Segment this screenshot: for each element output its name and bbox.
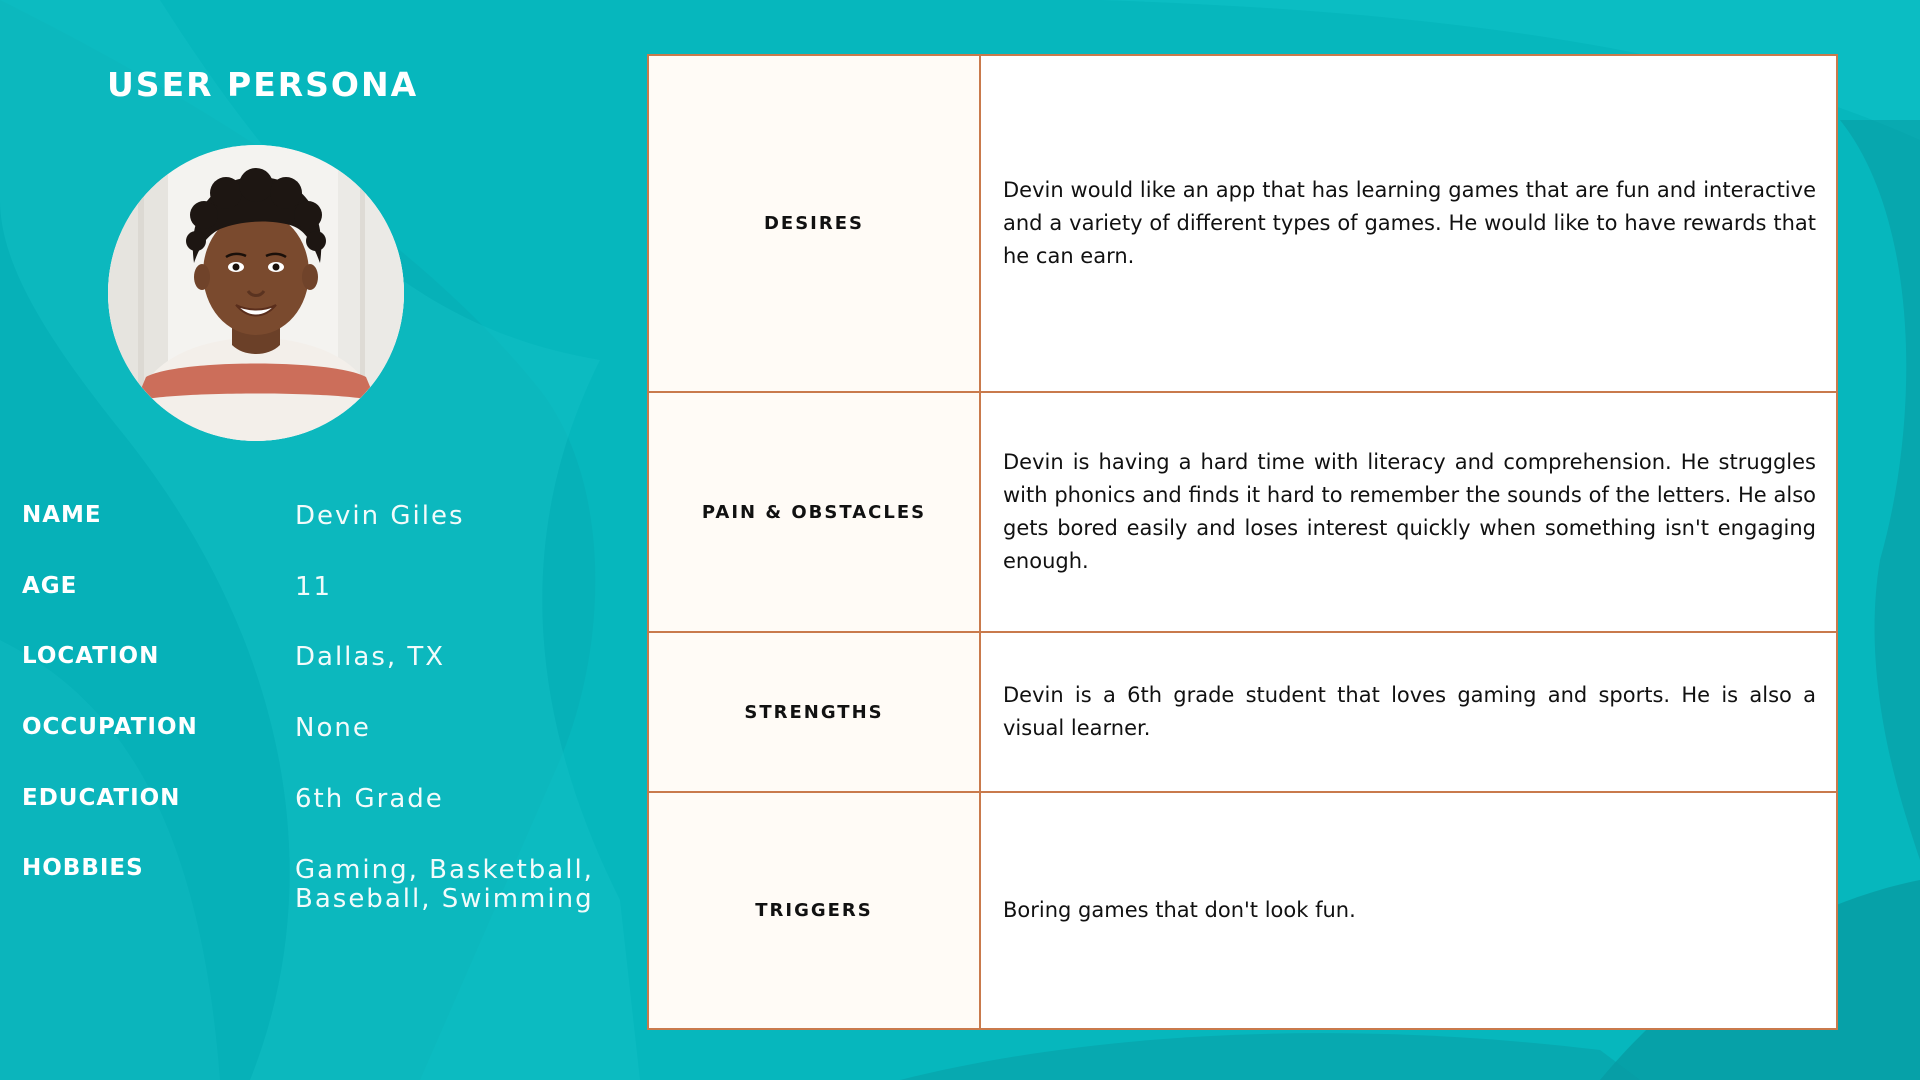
occupation-value: None	[295, 713, 371, 743]
pain-obstacles-content-cell	[981, 393, 1836, 631]
desires-text: Devin would like an app that has learning games that are fun and interactive and a variety of different types of games. He would like to have rewards that he can earn.	[1003, 178, 1816, 268]
location-label: LOCATION	[22, 643, 160, 669]
strengths-label: STRENGTHS	[744, 701, 884, 723]
age-value: 11	[295, 572, 333, 602]
table-row-desires	[649, 56, 1836, 393]
strengths-content-cell	[981, 633, 1836, 791]
education-label: EDUCATION	[22, 785, 181, 811]
table-row-strengths	[649, 633, 1836, 793]
triggers-label-cell	[649, 793, 981, 1028]
triggers-label: TRIGGERS	[755, 900, 873, 921]
name-label: NAME	[22, 502, 102, 528]
persona-table	[647, 54, 1838, 1030]
persona-avatar	[108, 145, 404, 441]
triggers-text: Boring games that don't look fun.	[1003, 898, 1356, 922]
child-portrait-photo	[108, 145, 404, 441]
pain-obstacles-text: Devin is having a hard time with literacy and comprehension. He struggles with phonics and finds it hard to remember the sounds of the letters. He also gets bored easily and loses interest quickly when something isn't engaging enough.	[1003, 450, 1816, 573]
location-value: Dallas, TX	[295, 642, 446, 672]
desires-label-cell	[649, 56, 981, 391]
hobbies-label: HOBBIES	[22, 855, 144, 881]
table-row-pain-obstacles	[649, 393, 1836, 633]
page-title: USER PERSONA	[107, 65, 419, 104]
age-label: AGE	[22, 573, 78, 599]
triggers-content-cell	[981, 793, 1836, 1028]
education-value: 6th Grade	[295, 784, 444, 814]
hobbies-value: Gaming, Basketball, Baseball, Swimming	[295, 855, 594, 914]
strengths-text: Devin is a 6th grade student that loves gaming and sports. He is also a visual learner.	[1003, 683, 1816, 740]
table-row-triggers	[649, 793, 1836, 1028]
name-value: Devin Giles	[295, 501, 465, 531]
desires-content-cell	[981, 56, 1836, 391]
strengths-label-cell	[649, 633, 981, 791]
desires-label: DESIRES	[763, 213, 865, 234]
pain-obstacles-label-cell	[649, 393, 981, 631]
pain-obstacles-label: PAIN & OBSTACLES	[701, 501, 927, 523]
occupation-label: OCCUPATION	[22, 714, 198, 740]
